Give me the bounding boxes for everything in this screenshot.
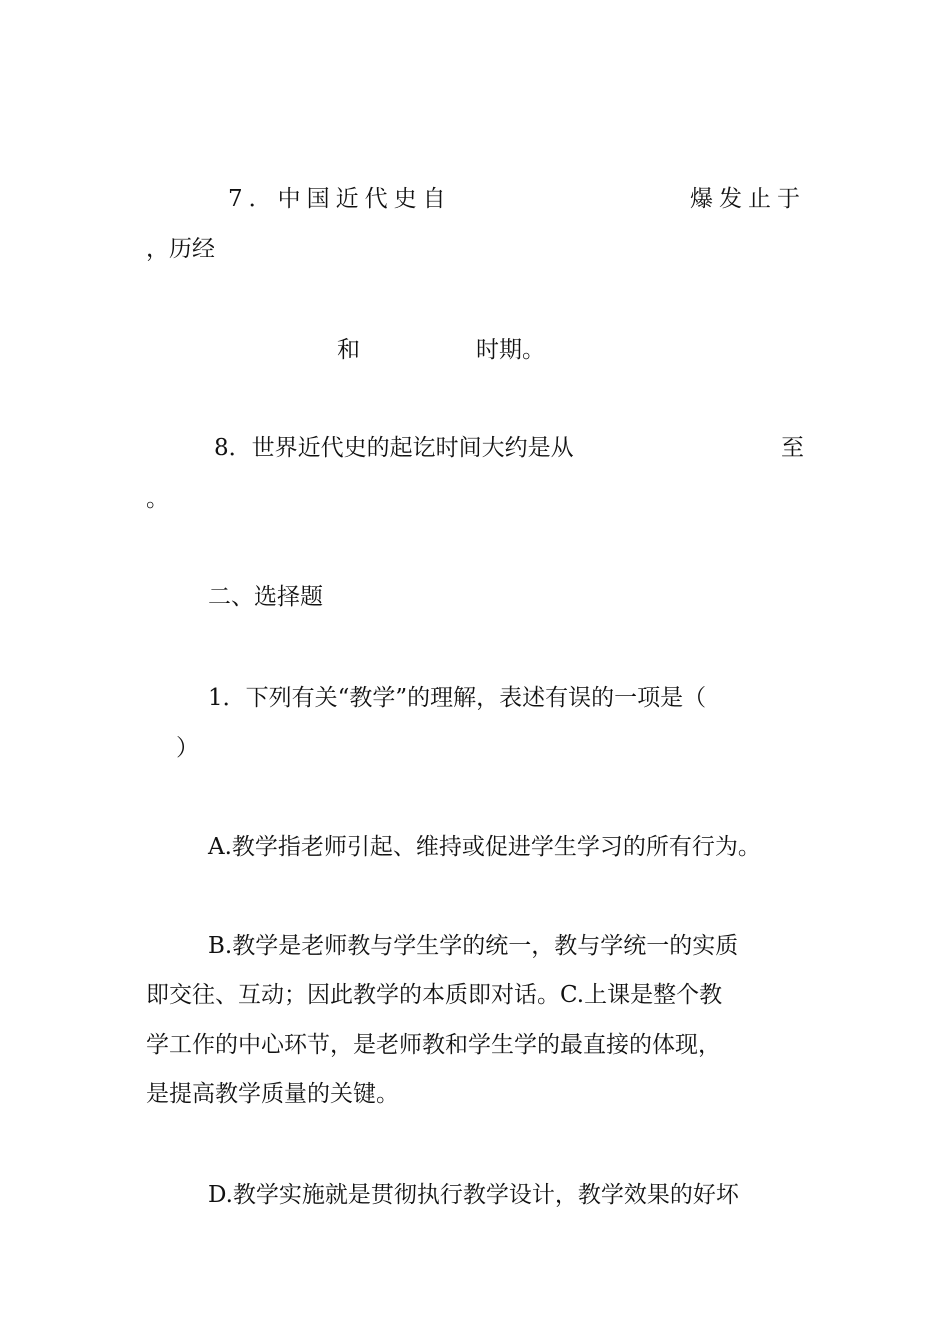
section-heading: 二、选择题 xyxy=(208,584,323,610)
q8-text-line2: 。 xyxy=(146,486,169,512)
q7-text-part1: 7．中国近代史自 xyxy=(228,186,452,212)
mc1-option-b-line2: 即交往、互动；因此教学的本质即对话。C.上课是整个教 xyxy=(146,982,723,1008)
mc1-option-b-line4: 是提高教学质量的关键。 xyxy=(146,1081,399,1107)
q8-text-part2: 至 xyxy=(781,435,804,461)
mc1-option-a: A.教学指老师引起、维持或促进学生学习的所有行为。 xyxy=(208,834,761,860)
mc1-stem-line2: ） xyxy=(176,735,199,761)
mc1-option-b-line3: 学工作的中心环节，是老师教和学生学的最直接的体现， xyxy=(146,1032,721,1058)
mc1-option-d-line1: D.教学实施就是贯彻执行教学设计，教学效果的好坏 xyxy=(208,1182,739,1208)
q8-text-part1: 8．世界近代史的起讫时间大约是从 xyxy=(214,435,574,461)
q7-text-line2: ，历经 xyxy=(146,236,215,262)
q7-text-line3-b: 时期。 xyxy=(476,337,545,363)
mc1-option-b-line1: B.教学是老师教与学生学的统一，教与学统一的实质 xyxy=(208,933,739,959)
q7-text-part2: 爆发止于 xyxy=(690,186,806,212)
mc1-stem-line1: 1．下列有关“教学”的理解，表述有误的一项是（ xyxy=(208,685,707,711)
q7-text-line3-a: 和 xyxy=(337,337,360,363)
